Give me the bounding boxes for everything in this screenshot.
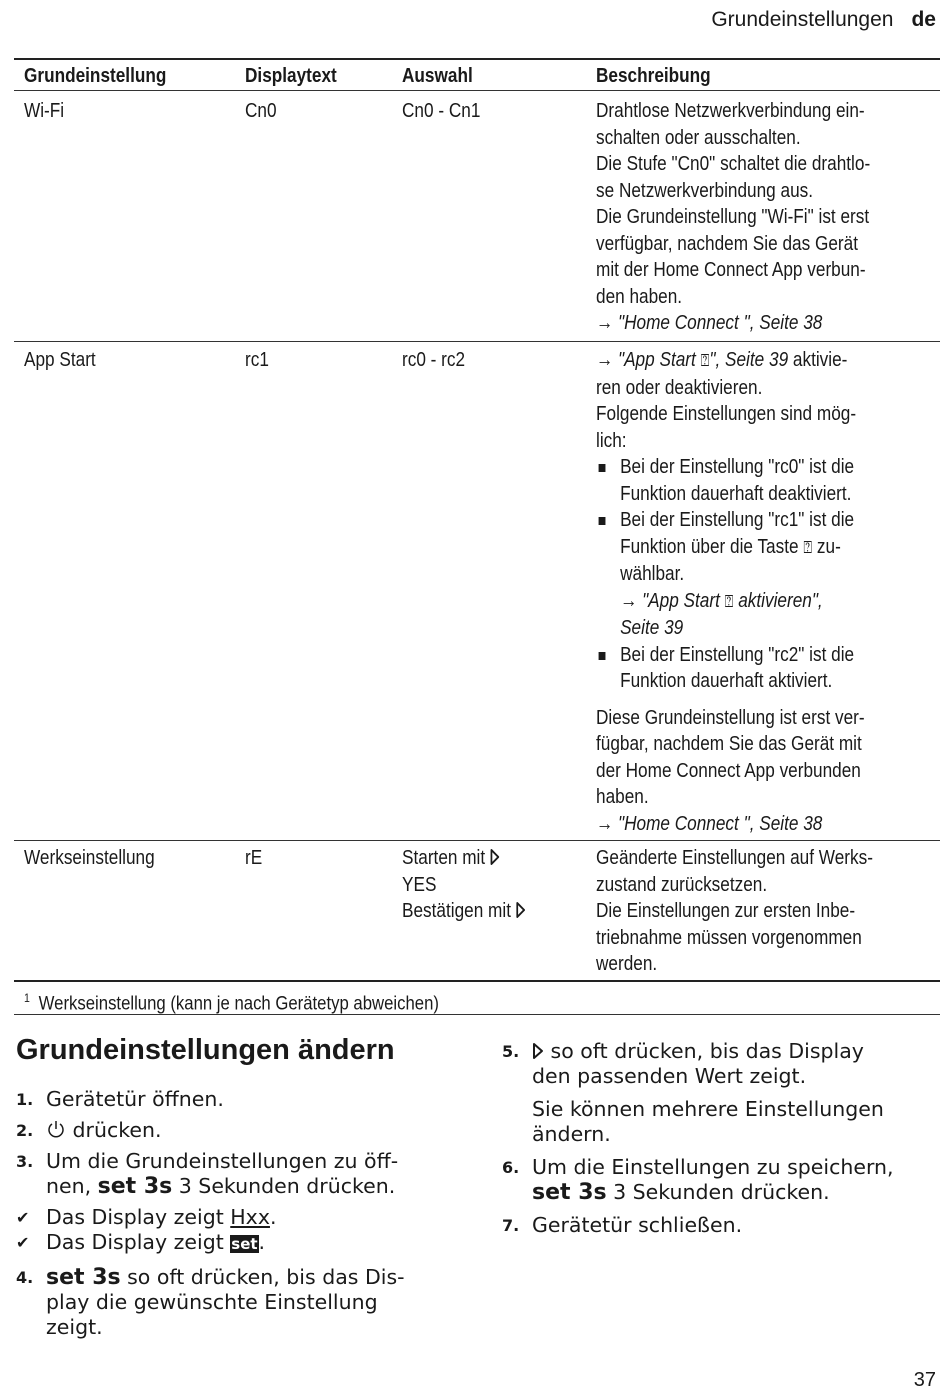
desc-line: verfügbar, nachdem Sie das Gerät	[596, 232, 858, 255]
col-header-choice: Auswahl	[402, 65, 473, 87]
cross-reference-link[interactable]: → "App Start ⍰", Seite 39 aktivie-	[596, 347, 880, 375]
display-set-symbol: set	[231, 1235, 258, 1253]
table-top-rule	[14, 58, 940, 60]
footnote-rule	[14, 1014, 940, 1015]
checkmark-icon: ✔	[16, 1233, 30, 1252]
row-choice: Cn0 - Cn1	[402, 100, 481, 122]
page-number: 37	[913, 1369, 936, 1391]
step-item: 2. drücken.	[16, 1118, 162, 1142]
cross-reference-link[interactable]: → "Home Connect ", Seite 38	[596, 812, 823, 835]
desc-line: Geänderte Einstellungen auf Werks-	[596, 847, 873, 869]
row-setting: Wi-Fi	[24, 100, 65, 122]
row-choice: rc0 - rc2	[402, 349, 466, 371]
desc-line: lich:	[596, 429, 627, 452]
set-3s-key-icon: set 3s	[46, 1265, 121, 1290]
desc-line: Die Grundeinstellung "Wi-Fi" ist erst	[596, 206, 870, 228]
arrow-right-icon: →	[620, 589, 643, 612]
remote-start-icon: ⍰	[724, 591, 734, 611]
desc-line: den haben.	[596, 285, 683, 308]
steps-left	[16, 1087, 456, 1340]
row-divider	[14, 341, 940, 342]
row-setting: Werkseinstellung	[24, 847, 155, 869]
step-item: 1. Gerätetür öffnen.	[16, 1087, 224, 1111]
remote-start-icon: ⍰	[803, 537, 813, 557]
col-header-setting: Grundeinstellung	[24, 65, 167, 87]
section-title: Grundeinstellungen ändern	[16, 1034, 395, 1066]
row-setting: App Start	[24, 349, 96, 371]
play-triangle-icon	[516, 901, 526, 919]
bullet-item: Bei der Einstellung "rc1" ist die Funktion über die Taste ⍰ zu- wählbar. → "App Start ⍰ aktivieren", Seite 39	[596, 507, 880, 642]
result-item: ✔ Das Display zeigt Hxx.	[16, 1205, 277, 1229]
bullet-item: Bei der Einstellung "rc2" ist die Funktion dauerhaft aktiviert.	[596, 642, 880, 695]
row-choice: Starten mit YES Bestätigen mit	[402, 845, 526, 925]
row-description	[596, 98, 880, 337]
arrow-right-icon: →	[596, 812, 618, 835]
desc-line: Folgende Einstellungen sind mög-	[596, 403, 857, 425]
play-triangle-icon	[490, 848, 500, 866]
running-header	[711, 8, 936, 32]
col-header-description: Beschreibung	[596, 65, 711, 87]
desc-line: der Home Connect App verbunden	[596, 759, 861, 782]
row-description	[596, 347, 880, 837]
table-footnote: $^1$ Werkseinstellung (kann je nach Gerätetyp abweichen)	[24, 991, 439, 1015]
step-item: 4. set 3s so oft drücken, bis das Dis- play die gewünschte Einstellung zeigt.	[16, 1265, 405, 1339]
desc-line: fügbar, nachdem Sie das Gerät mit	[596, 733, 862, 755]
cross-reference-link[interactable]: → "App Start ⍰ aktivieren",	[620, 588, 880, 616]
desc-line: se Netzwerkverbindung aus.	[596, 179, 814, 202]
col-header-display: Displaytext	[245, 65, 337, 87]
steps-right	[502, 1039, 942, 1238]
desc-line: zustand zurücksetzen.	[596, 873, 768, 896]
set-3s-key-icon: set 3s	[97, 1174, 173, 1199]
result-item: ✔ Das Display zeigt set.	[16, 1230, 266, 1254]
row-display: rc1	[245, 349, 269, 371]
desc-line: werden.	[596, 953, 658, 975]
step-item: 3. Um die Grundeinstellungen zu öff- nen, set 3s 3 Sekunden drücken.	[16, 1149, 399, 1199]
row-display: rE	[245, 847, 263, 869]
table-bottom-rule	[14, 980, 940, 982]
step-item: 5. so oft drücken, bis das Display den passenden Wert zeigt. Sie können mehrere Einstellungen ändern.	[502, 1039, 884, 1146]
row-divider	[14, 840, 940, 841]
header-section: Grundeinstellungen	[711, 8, 894, 31]
header-language: de	[911, 8, 936, 31]
desc-line: Diese Grundeinstellung ist erst ver-	[596, 706, 865, 729]
step-item: 7. Gerätetür schließen.	[502, 1213, 743, 1237]
cross-reference-link[interactable]: → "Home Connect ", Seite 38	[596, 312, 823, 334]
arrow-right-icon: →	[596, 349, 618, 371]
remote-start-icon: ⍰	[700, 351, 710, 370]
play-triangle-icon	[532, 1042, 544, 1060]
desc-line: mit der Home Connect App verbun-	[596, 259, 866, 281]
step-item: 6. Um die Einstellungen zu speichern, set 3s 3 Sekunden drücken.	[502, 1155, 894, 1205]
desc-line: Die Stufe "Cn0" schaltet die drahtlo-	[596, 153, 871, 175]
checkmark-icon: ✔	[16, 1208, 30, 1227]
desc-line: haben.	[596, 786, 649, 808]
arrow-right-icon: →	[596, 312, 618, 334]
desc-line: triebnahme müssen vorgenommen	[596, 926, 862, 949]
desc-line: ren oder deaktivieren.	[596, 376, 763, 399]
bullet-item: Bei der Einstellung "rc0" ist die Funktion dauerhaft deaktiviert.	[596, 454, 880, 507]
desc-line: schalten oder ausschalten.	[596, 126, 801, 149]
desc-line: Drahtlose Netzwerkverbindung ein-	[596, 100, 865, 122]
cross-reference-page[interactable]: Seite 39	[620, 617, 684, 639]
table-header-rule	[14, 90, 940, 91]
row-description	[596, 845, 880, 978]
row-display: Cn0	[245, 100, 277, 122]
desc-line: Die Einstellungen zur ersten Inbe-	[596, 900, 856, 922]
set-3s-key-icon: set 3s	[532, 1180, 607, 1205]
power-icon	[46, 1119, 66, 1139]
